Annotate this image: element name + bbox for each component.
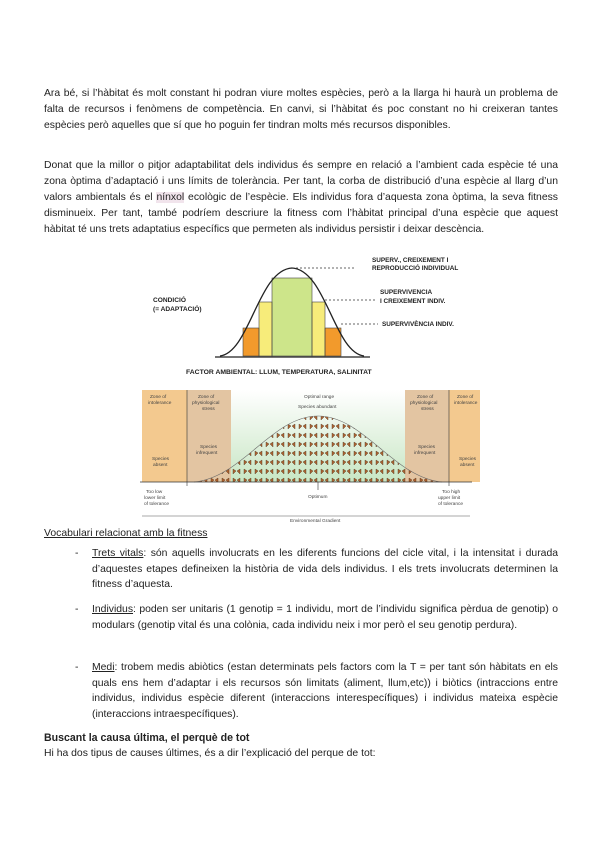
- bar-yellow-right: [312, 302, 325, 356]
- too-low-1: Too low: [146, 490, 163, 495]
- zone-intol-left-2: intolerance: [148, 401, 172, 406]
- highlight-ninxol: nínxol: [156, 192, 185, 203]
- term-trets-vitals: Trets vitals: [92, 548, 144, 559]
- species-infreq-right-1: Species: [418, 445, 436, 450]
- too-low-3: of tolerance: [144, 502, 170, 507]
- too-high-2: upper limit: [438, 496, 461, 501]
- bar-green-center: [272, 278, 312, 356]
- definition-medi: : trobem medis abiòtics (estan determinats pels factors com la T = per tant són hàbitats en els quals ens hem d’adaptar i els recursos són limitats (aliment, llum,etc)) i biòtics (intraccions entre individus, individus espècie diferent (interaccions interespecífiques) i individus mateixa espècie (interaccions intraespecífiques).: [92, 662, 558, 720]
- zone-phys-left-2: physiological: [192, 401, 220, 406]
- paragraph-niche: [44, 158, 558, 238]
- list-dash: -: [75, 604, 79, 615]
- vocab-item-individus: [75, 602, 558, 633]
- zone-phys-right-1: Zone of: [417, 395, 434, 400]
- species-absent-left-1: Species: [152, 457, 170, 462]
- definition-individus: : poden ser unitaris (1 genotip = 1 individu, mort de l’individu significa pèrdua de genotip) o modulars (genotip vital és una colònia, cada individu neix i mor però el seu genotip perdura).: [92, 604, 558, 631]
- list-dash: -: [75, 662, 79, 673]
- zone-intol-left-1: Zone of: [150, 395, 167, 400]
- species-abundant: Species abundant: [298, 405, 337, 410]
- zone-phys-left-3: stress: [202, 407, 215, 412]
- species-absent-left-2: absent: [153, 463, 168, 468]
- label-superv-creix-2: REPRODUCCIÓ INDIVIDUAL: [372, 265, 459, 272]
- paragraph-habitat: Ara bé, si l’hàbitat és molt constant hi podran viure moltes espècies, però a la llarga hi haurà un problema de falta de recursos i fenòmens de competència. En canvi, si l’hàbitat és poc constant no hi creixeran tantes espècies però aquelles que sí que ho poguin fer tindran molts més recursos disponibles.: [44, 88, 558, 131]
- label-superv-creix-1: SUPERV., CREIXEMENT I: [372, 257, 449, 264]
- label-superv-indiv: SUPERVIVÈNCIA INDIV.: [382, 321, 454, 328]
- bar-yellow-left: [259, 302, 272, 356]
- list-dash: -: [75, 548, 79, 559]
- optimum: Optimum: [308, 495, 328, 500]
- label-condicio: CONDICIÓ: [153, 297, 186, 304]
- zone-phys-right-2: physiological: [410, 401, 438, 406]
- too-high-3: of tolerance: [438, 502, 464, 507]
- zone-phys-left-1: Zone of: [198, 395, 215, 400]
- label-superv-1: SUPERVIVENCIA: [380, 289, 433, 296]
- term-individus: Individus: [92, 604, 134, 615]
- zone-phys-right-3: stress: [421, 407, 434, 412]
- vocab-title: Vocabulari relacionat amb la fitness: [44, 528, 208, 539]
- species-absent-right-1: Species: [459, 457, 477, 462]
- paragraph-niche-part-b: ecològic de l’espècie. Els individus fora d’aquesta zona òptima, la seva fitness disminueix. Per tant, també podríem descriure la fitness com l’hàbitat principal d’una espècie que aquest hàbitat té uns trets adaptatius específics que permeten als individus persistir i deixar descència.: [44, 192, 558, 235]
- bar-orange-right: [325, 328, 341, 356]
- environmental-gradient: Environmental Gradient: [290, 519, 341, 524]
- vocab-item-medi: [75, 660, 558, 722]
- species-infreq-left-1: Species: [200, 445, 218, 450]
- term-medi: Medi: [92, 662, 115, 673]
- label-factor: FACTOR AMBIENTAL: LLUM, TEMPERATURA, SALINITAT: [186, 369, 372, 376]
- bar-orange-left: [243, 328, 259, 356]
- zone-intol-right-2: intolerance: [454, 401, 478, 406]
- environmental-gradient-figure: [132, 386, 480, 524]
- paragraph-niche-part-a: Donat que la millor o pitjor adaptabilitat dels individus és sempre en relació a l’ambient cada espècie té una zona òptima d’adaptació i uns límits de tolerància. Per tant, la corba de distribució d’una espècie al llarg d’un valors ambientals és el: [44, 160, 558, 203]
- section-heading: Buscant la causa última, el perquè de tot: [44, 732, 250, 744]
- too-low-2: lower limit: [144, 496, 166, 501]
- definition-trets-vitals: : són aquells involucrats en les diferents funcions del cicle vital, i la intensitat i durada d’aquestes etapes defineixen la història de vida dels individus. I els trets involucrats determinen la fitness d’aquesta.: [92, 548, 559, 590]
- zone-intol-right-1: Zone of: [457, 395, 474, 400]
- too-high-1: Too high: [442, 490, 461, 495]
- species-absent-right-2: absent: [460, 463, 475, 468]
- label-superv-2: I CREIXEMENT INDIV.: [380, 298, 446, 305]
- vocab-item-trets-vitals: [75, 546, 559, 593]
- optimal-range: Optimal range: [304, 395, 335, 400]
- species-infreq-right-2: infrequent: [414, 451, 436, 456]
- species-infreq-left-2: infrequent: [196, 451, 218, 456]
- label-adaptacio: (= ADAPTACIÓ): [153, 306, 202, 313]
- section-intro: Hi ha dos tipus de causes últimes, és a dir l’explicació del perque de tot:: [44, 748, 376, 759]
- tolerance-curve-figure: [140, 256, 480, 380]
